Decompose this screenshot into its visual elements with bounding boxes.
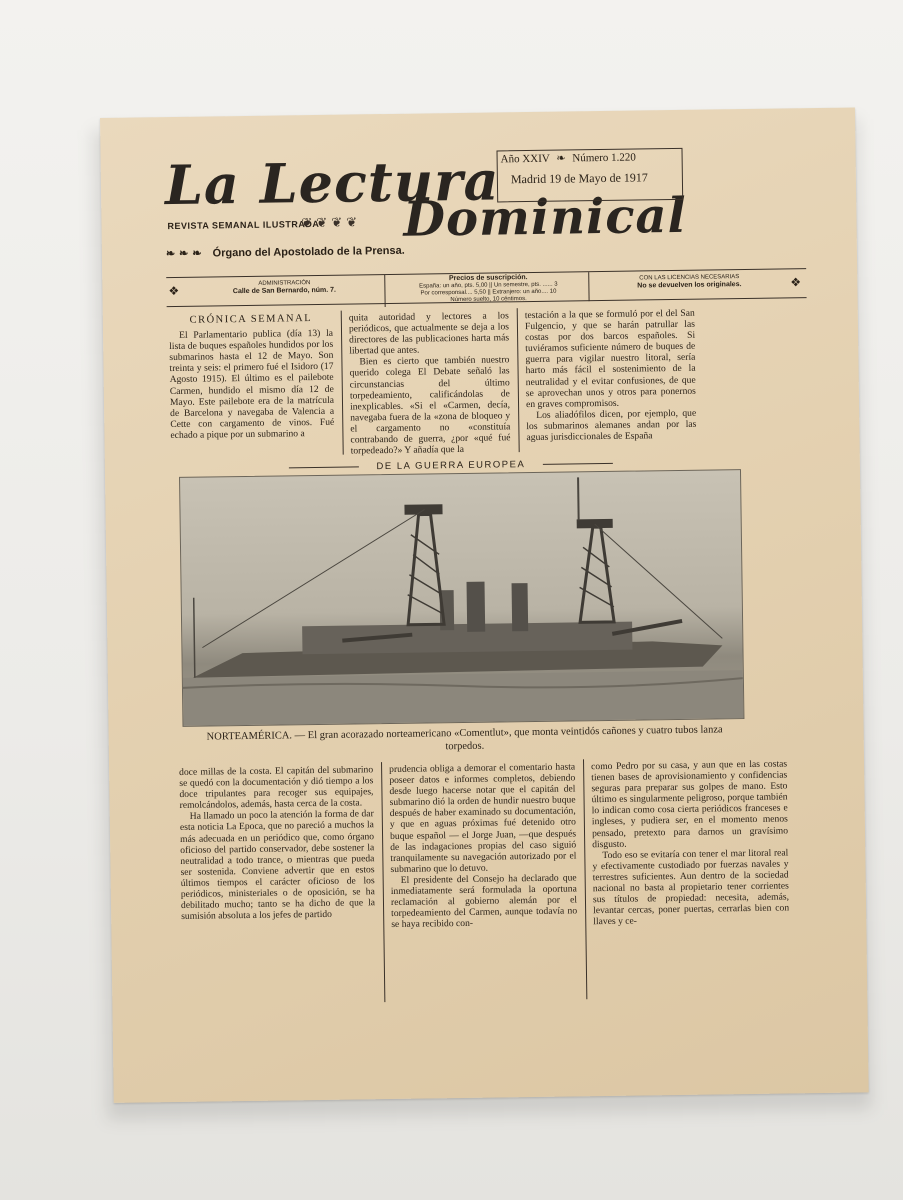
photo-caption: NORTEAMÉRICA. — El gran acorazado norteamericano «Comentlut», que monta veintidós cañones y cuatro tubos lanza torpedos. — [206, 724, 723, 753]
issue-year: Año XXIV — [500, 152, 550, 166]
administration-cell — [184, 275, 385, 310]
cronica-paragraph: testación a la que se formuló por el del San Fulgencio, y que se harán patrullar las costas por dos barcos españoles. Si tuviéramos suficiente número de buques de guerra para vigilar nuestro litoral, sería harto más fácil el sostenimiento de la neutralidad y el evitar confusiones, de que se aprovechan unos y otros para ponernos en graves compromisos. — [524, 307, 696, 410]
organo-line — [166, 244, 405, 260]
ornament-left-icon: ❖ — [168, 283, 180, 299]
organo-text: Órgano del Apostolado de la Prensa. — [212, 244, 405, 260]
issue-date: Madrid 19 de Mayo de 1917 — [510, 170, 648, 187]
prices-line-2: Por corresponsal.... 5,50 || Extranjero: un año.... 10 — [420, 288, 557, 297]
admin-title: ADMINISTRACIÓN — [258, 280, 311, 287]
flourish-ornament-icon: ❦❦❦❦ — [301, 214, 362, 231]
cronica-paragraph: Los aliadófilos dicen, por ejemplo, que los submarinos alemanes andan por las aguas jurisdiccionales de España — [526, 407, 697, 444]
cronica-heading: CRÓNICA SEMANAL — [189, 313, 313, 326]
cronica-column-1 — [169, 313, 335, 441]
prices-cell — [388, 272, 589, 304]
flourish-ornament-icon: ❧ — [556, 152, 566, 165]
section-title: DE LA GUERRA EUROPEA — [376, 459, 526, 473]
censorship-line-1: CON LAS LICENCIAS NECESARIAS — [639, 274, 740, 282]
battleship-illustration — [180, 470, 743, 726]
newspaper-page — [100, 107, 869, 1102]
info-bar — [166, 268, 806, 307]
article-paragraph: prudencia obliga a demorar el comentario hasta poseer datos e informes completos, debiendo desde luego hacerse notar que el capitán del submarino dió la orden de hundir nuestro buque después de haber examinado su documentación, y que en aguas próximas fué detenido otro buque español — el Jorge Juan, —que después de las indagaciones propias del caso siguió tranquilamente su navegación autorizado por el submarino que lo detuvo. — [389, 761, 577, 875]
article-paragraph: como Pedro por su casa, y aun que en las costas tienen bases de aprovisionamiento y confidencias seguras para preparar sus golpes de mano. Esto último es singularmente peligroso, porque también lo indican como cosa cierta periódicos franceses e ingleses, y pudiera ser, en el momento menos pensado, pretexto para darnos un gravísimo disgusto. — [591, 758, 789, 850]
prices-line-1: España: un año, pts. 5,00 || Un semestre, pts. ...... 3 — [419, 281, 558, 290]
column-divider — [381, 762, 385, 1002]
masthead-subtitle: REVISTA SEMANAL ILUSTRADA — [167, 218, 320, 232]
column-divider — [341, 311, 344, 455]
prices-line-3: Número suelto, 10 céntimos. — [450, 296, 527, 304]
issue-line — [501, 151, 636, 166]
masthead-title: La Lectura — [164, 148, 500, 218]
article-paragraph: Ha llamado un poco la atención la forma de dar esta noticia La Epoca, que no pareció a muchos la más adecuada en un periódico que, como órgano oficioso del partido conservador, debe sostener la neutralidad a todo trance, o mientras que pueda ser sostenida. Conviene advertir que en estos últimos tiempos el carácter oficioso de los periódicos, ministeriales o de oposición, se ha debilitado mucho; tanto se ha dicho de que la sumisión absoluta a los jefes de partido — [179, 808, 376, 923]
cronica-paragraph: El Parlamentario publica (día 13) la lista de buques españoles hundidos por los submarinos hasta el 12 de Mayo. Son treinta y seis: el primero fué el Isidoro (17 Agosto 1915). El último es el pailebote Carmen, hundido el mismo día 12 de Mayo. Este pailebote era de la matrícula de Barcelona y navegaba de Valencia a Cette con cargamento de vinos. Fué echado a pique por un submarino a — [169, 327, 335, 441]
censorship-line-2: No se devuelven los originales. — [637, 281, 742, 290]
cronica-paragraph: Bien es cierto que también nuestro querido colega El Debate señaló las circunstancias del último torpedeamiento, calificándolas de inexplicables. «Si el «Carmen, decía, navegaba fuera de la «zona de bloqueo y el cargamento no «constituía contrabando de guerra, ¿por «qué fué torpedeado?» Y añadía que la — [349, 354, 511, 457]
lower-column-2 — [389, 761, 577, 930]
masthead-title-dominical: Dominical — [403, 187, 688, 248]
censorship-cell — [594, 269, 784, 304]
ornament-right-icon: ❖ — [790, 275, 802, 290]
lower-column-1 — [179, 764, 375, 922]
battleship-photo — [179, 469, 744, 727]
cronica-column-3 — [525, 308, 697, 443]
prices-title: Precios de suscripción. — [448, 274, 528, 283]
admin-address: Calle de San Bernardo, núm. 7. — [232, 286, 337, 296]
article-paragraph: Todo eso se evitaría con tener el mar litoral real y efectivamente custodiado por fuerzas navales y terrestres suficientes. Aun dentro de la sociedad nacional no basta al propietario tener corrientes sus títulos de propiedad: necesita, además, levantar cercas, poner puertas, cerrarlas bien con llaves y ce- — [592, 847, 790, 928]
article-paragraph: doce millas de la costa. El capitán del submarino se quedó con la documentación y dió tiempo a los doce tripulantes para recoger sus equipajes, remolcándolos, además, hasta cerca de la costa. — [179, 764, 374, 812]
flourish-ornament-icon: ❧❧❧ — [165, 247, 206, 261]
column-divider — [517, 308, 520, 452]
cronica-paragraph: quita autoridad y lectores a los periódicos, que actualmente se deja a los directores de las publicaciones harta más libertad que antes. — [348, 310, 510, 357]
cronica-column-2 — [349, 310, 511, 456]
issue-number: Número 1.220 — [572, 151, 636, 165]
article-paragraph: El presidente del Consejo ha declarado que inmediatamente será formulada la oportuna reclamación al gobierno alemán por el torpedeamiento del Carmen, aunque todavía no se haya recibido con- — [390, 872, 578, 931]
column-divider — [583, 759, 587, 999]
lower-column-3 — [591, 758, 789, 927]
